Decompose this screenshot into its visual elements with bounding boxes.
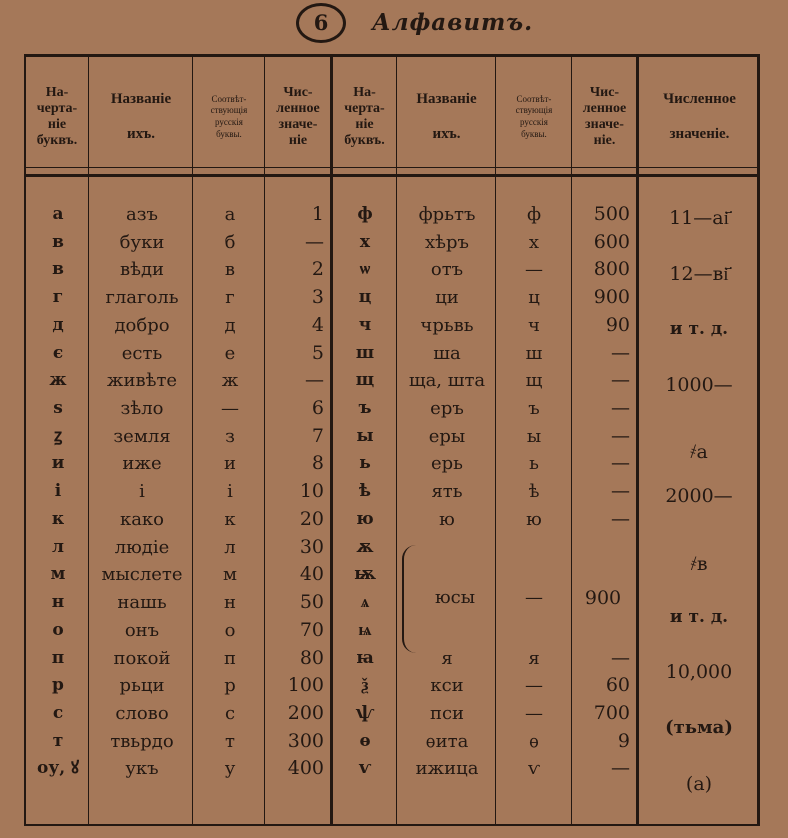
table-row bbox=[26, 506, 757, 534]
left-value-cell: 7 bbox=[311, 424, 324, 447]
left-name-cell: мыслете bbox=[101, 564, 183, 586]
left-name-cell: глаголь bbox=[105, 287, 179, 309]
right-russian-cell: х bbox=[528, 231, 540, 253]
left-value-cell: 5 bbox=[311, 341, 324, 364]
page-number: 6 bbox=[296, 3, 346, 43]
left-russian-cell: с bbox=[224, 702, 236, 724]
right-glyph-cell: х bbox=[359, 231, 371, 252]
left-name-cell: укъ bbox=[125, 758, 159, 780]
right-value-cell: — bbox=[611, 369, 630, 392]
header-name: Названіе ихъ. bbox=[110, 91, 172, 142]
right-value-cell: 700 bbox=[593, 701, 630, 724]
left-value-cell: 400 bbox=[287, 757, 324, 780]
left-name-cell: добро bbox=[114, 314, 170, 336]
side-note: и т. д. bbox=[669, 319, 729, 339]
side-note: 10,000 bbox=[665, 661, 733, 683]
left-name-cell: рьци bbox=[119, 675, 165, 697]
left-name-cell: слово bbox=[115, 702, 169, 724]
right-russian-cell: ы bbox=[526, 425, 542, 447]
left-glyph-cell: м bbox=[50, 564, 66, 585]
left-name-cell: покой bbox=[113, 647, 171, 669]
right-glyph-cell: ч bbox=[358, 314, 372, 335]
left-name-cell: і bbox=[139, 481, 145, 503]
side-note: 1000— bbox=[665, 374, 733, 396]
right-glyph-cell: щ bbox=[355, 370, 375, 391]
side-note: и т. д. bbox=[669, 607, 729, 627]
right-value-cell: 800 bbox=[593, 258, 630, 281]
left-glyph-cell: п bbox=[51, 647, 65, 668]
right-glyph-cell: ꙗ bbox=[356, 647, 374, 668]
yus-label: юсы bbox=[434, 587, 476, 608]
right-value-cell: 9 bbox=[617, 729, 630, 752]
left-name-cell: иже bbox=[122, 453, 162, 475]
right-glyph-cell: ю bbox=[356, 508, 374, 529]
right-name-cell: чрьвь bbox=[420, 314, 474, 336]
left-glyph-cell: с bbox=[52, 702, 64, 723]
right-value-cell: — bbox=[611, 507, 630, 530]
right-russian-cell: щ bbox=[525, 370, 543, 392]
right-glyph-cell: ъ bbox=[358, 398, 372, 419]
right-glyph-cell: ѧ bbox=[360, 592, 370, 613]
side-note: (а) bbox=[685, 773, 713, 795]
left-glyph-cell: л bbox=[52, 536, 64, 557]
alphabet-table bbox=[24, 54, 760, 826]
left-glyph-cell: д bbox=[52, 314, 64, 335]
right-glyph-cell: ы bbox=[356, 425, 374, 446]
left-name-cell: земля bbox=[113, 425, 171, 447]
left-russian-cell: ж bbox=[221, 370, 239, 392]
side-note: 11—аі҃ bbox=[669, 207, 729, 229]
right-glyph-cell: ф bbox=[357, 204, 373, 224]
right-value-cell bbox=[572, 561, 634, 588]
left-russian-cell: р bbox=[224, 675, 236, 697]
left-value-cell: 2 bbox=[311, 258, 324, 281]
left-glyph-cell: є bbox=[52, 342, 64, 363]
right-russian-cell: ѳ bbox=[529, 730, 539, 752]
right-name-cell: хѣръ bbox=[425, 231, 469, 253]
right-name-cell: еры bbox=[428, 425, 466, 447]
right-name-cell: еръ bbox=[430, 398, 464, 420]
left-name-cell: азъ bbox=[125, 204, 158, 225]
left-value-cell: 100 bbox=[287, 674, 324, 697]
left-value-cell: — bbox=[305, 369, 324, 392]
left-russian-cell: м bbox=[222, 564, 237, 586]
right-glyph-cell: ѣ bbox=[359, 481, 371, 502]
right-value-cell: — bbox=[611, 341, 630, 364]
side-note: 2000— bbox=[665, 485, 733, 507]
right-glyph-cell: ѡ bbox=[359, 259, 371, 280]
left-russian-cell: г bbox=[225, 287, 235, 309]
right-russian-cell: ь bbox=[529, 453, 539, 475]
page-header bbox=[0, 0, 788, 48]
left-glyph-cell: оу, ꙋ bbox=[36, 758, 80, 779]
right-russian-cell: ъ bbox=[528, 398, 540, 420]
side-note: ҂в bbox=[690, 553, 708, 575]
right-value-cell bbox=[572, 534, 634, 561]
right-russian-cell: — bbox=[525, 675, 543, 697]
right-name-cell: ци bbox=[435, 287, 459, 309]
left-glyph-cell: н bbox=[51, 592, 65, 613]
left-value-cell: 10 bbox=[299, 480, 324, 503]
header-numeric-2: Чис- ленное значе- ніе. bbox=[582, 84, 627, 149]
left-name-cell: буки bbox=[119, 231, 165, 253]
right-russian-cell: ѵ bbox=[527, 758, 541, 780]
yus-russian: — bbox=[525, 587, 543, 608]
left-glyph-cell: в bbox=[52, 259, 64, 280]
left-russian-cell: і bbox=[227, 481, 233, 503]
left-russian-cell: д bbox=[224, 314, 236, 336]
right-russian-cell bbox=[496, 617, 572, 644]
left-russian-cell: л bbox=[224, 536, 236, 558]
right-russian-cell: — bbox=[525, 702, 543, 724]
left-glyph-cell: г bbox=[52, 287, 64, 308]
left-russian-cell: б bbox=[224, 231, 236, 253]
left-russian-cell: н bbox=[224, 592, 236, 614]
left-value-cell: 3 bbox=[311, 286, 324, 309]
left-value-cell: 1 bbox=[311, 203, 324, 225]
right-name-cell: фрьтъ bbox=[418, 204, 476, 225]
right-glyph-cell: ѯ bbox=[361, 675, 369, 696]
left-russian-cell: и bbox=[224, 453, 236, 475]
left-glyph-cell: о bbox=[52, 619, 64, 640]
right-value-cell: — bbox=[611, 757, 630, 780]
left-name-cell: есть bbox=[121, 342, 163, 364]
page-title: Алфавитъ. bbox=[372, 9, 534, 36]
left-glyph-cell: і bbox=[54, 481, 62, 502]
right-name-cell: я bbox=[441, 647, 453, 669]
left-glyph-cell: ж bbox=[49, 370, 67, 391]
right-name-cell: ѳита bbox=[425, 730, 469, 752]
left-glyph-cell: ѕ bbox=[53, 398, 63, 419]
right-value-cell bbox=[572, 617, 634, 644]
header-rule-thick bbox=[26, 174, 757, 177]
right-glyph-cell: ѩ bbox=[358, 619, 372, 640]
left-name-cell: живѣте bbox=[106, 370, 178, 392]
left-russian-cell: п bbox=[224, 647, 236, 669]
left-value-cell: 70 bbox=[299, 618, 324, 641]
right-glyph-cell: ѫ bbox=[356, 536, 374, 557]
left-value-cell: 80 bbox=[299, 646, 324, 669]
left-russian-cell: в bbox=[224, 259, 236, 281]
left-name-cell: онъ bbox=[124, 619, 160, 641]
left-value-cell: 6 bbox=[311, 397, 324, 420]
table-row bbox=[26, 340, 757, 368]
right-name-cell: отъ bbox=[430, 259, 464, 281]
right-name-cell: кси bbox=[430, 675, 464, 697]
right-value-cell: 500 bbox=[593, 203, 630, 225]
right-russian-cell: ц bbox=[528, 287, 540, 309]
right-russian-cell bbox=[496, 561, 572, 588]
right-russian-cell: ч bbox=[528, 314, 540, 336]
right-russian-cell: ѣ bbox=[528, 481, 540, 503]
left-glyph-cell: р bbox=[52, 675, 64, 696]
left-russian-cell: к bbox=[224, 508, 236, 530]
left-glyph-cell: в bbox=[52, 231, 64, 252]
left-name-cell: нашь bbox=[117, 592, 167, 614]
right-glyph-cell: ѱ bbox=[355, 702, 375, 723]
right-value-cell: 600 bbox=[593, 230, 630, 253]
left-russian-cell: о bbox=[224, 619, 236, 641]
left-name-cell: твьрдо bbox=[110, 730, 174, 752]
right-value-cell: — bbox=[611, 397, 630, 420]
right-name-cell: ерь bbox=[431, 453, 463, 475]
left-glyph-cell: а bbox=[52, 204, 64, 224]
yus-value: 900 bbox=[584, 587, 622, 609]
header-glyph-2: На- черта- ніе буквъ. bbox=[344, 84, 385, 149]
left-value-cell: 50 bbox=[299, 591, 324, 614]
left-russian-cell: т bbox=[225, 730, 235, 752]
left-glyph-cell: ꙁ bbox=[53, 425, 63, 446]
left-name-cell: людіе bbox=[114, 536, 170, 558]
left-name-cell: како bbox=[119, 508, 165, 530]
left-name-cell: зѣло bbox=[120, 398, 164, 420]
right-value-cell: — bbox=[611, 424, 630, 447]
right-russian-cell bbox=[496, 534, 572, 561]
right-name-cell: ша bbox=[433, 342, 461, 364]
side-note: 12—ві҃ bbox=[669, 263, 729, 285]
left-value-cell: 200 bbox=[287, 701, 324, 724]
left-russian-cell: у bbox=[224, 758, 236, 780]
right-name-cell: пси bbox=[429, 702, 465, 724]
right-glyph-cell: ц bbox=[358, 287, 372, 308]
table-row bbox=[26, 229, 757, 257]
left-glyph-cell: т bbox=[52, 730, 64, 751]
left-russian-cell: а bbox=[224, 204, 236, 225]
header-name-2: Названіе ихъ. bbox=[416, 91, 477, 142]
right-glyph-cell: ш bbox=[355, 342, 375, 363]
right-value-cell: — bbox=[611, 480, 630, 503]
right-name-cell: ю bbox=[439, 508, 455, 530]
side-note: (тьма) bbox=[665, 717, 733, 738]
header-russian-2: Соотвѣт- ствующія русскія буквы. bbox=[515, 93, 553, 139]
left-value-cell: — bbox=[305, 230, 324, 253]
left-value-cell: 8 bbox=[311, 452, 324, 475]
left-value-cell: 20 bbox=[299, 507, 324, 530]
table-row bbox=[26, 395, 757, 423]
left-value-cell: 40 bbox=[299, 563, 324, 586]
right-name-cell: ща, шта bbox=[408, 370, 486, 392]
table-row bbox=[26, 284, 757, 312]
left-value-cell: 300 bbox=[287, 729, 324, 752]
right-name-cell: ять bbox=[431, 481, 463, 503]
left-russian-cell: — bbox=[221, 398, 239, 420]
left-name-cell: вѣди bbox=[119, 259, 165, 281]
header-numeric: Чис- ленное значе- ніе bbox=[276, 84, 320, 149]
left-russian-cell: е bbox=[224, 342, 236, 364]
right-russian-cell: ф bbox=[526, 204, 542, 225]
right-value-cell: 60 bbox=[605, 674, 630, 697]
right-russian-cell: ш bbox=[525, 342, 543, 364]
header-russian: Соотвѣт- ствующія русскія буквы. bbox=[210, 93, 248, 139]
left-value-cell: 30 bbox=[299, 535, 324, 558]
right-value-cell: — bbox=[611, 646, 630, 669]
side-note: ҂а bbox=[690, 441, 708, 463]
right-glyph-cell: ѵ bbox=[358, 758, 372, 779]
left-value-cell: 4 bbox=[311, 313, 324, 336]
left-glyph-cell: к bbox=[51, 508, 65, 529]
header-glyph: На- черта- ніе буквъ. bbox=[36, 84, 78, 149]
right-glyph-cell: ѳ bbox=[359, 730, 371, 751]
right-value-cell: 90 bbox=[605, 313, 630, 336]
right-russian-cell: — bbox=[525, 259, 543, 281]
left-russian-cell: з bbox=[225, 425, 235, 447]
right-name-cell: ижица bbox=[415, 758, 479, 780]
right-value-cell: 900 bbox=[593, 286, 630, 309]
right-glyph-cell: ь bbox=[359, 453, 371, 474]
right-value-cell: — bbox=[611, 452, 630, 475]
left-glyph-cell: и bbox=[51, 453, 65, 474]
right-glyph-cell: ѭ bbox=[353, 564, 377, 585]
header-value: Численное значеніе. bbox=[663, 91, 736, 142]
right-russian-cell: я bbox=[528, 647, 540, 669]
right-russian-cell: ю bbox=[526, 508, 542, 530]
